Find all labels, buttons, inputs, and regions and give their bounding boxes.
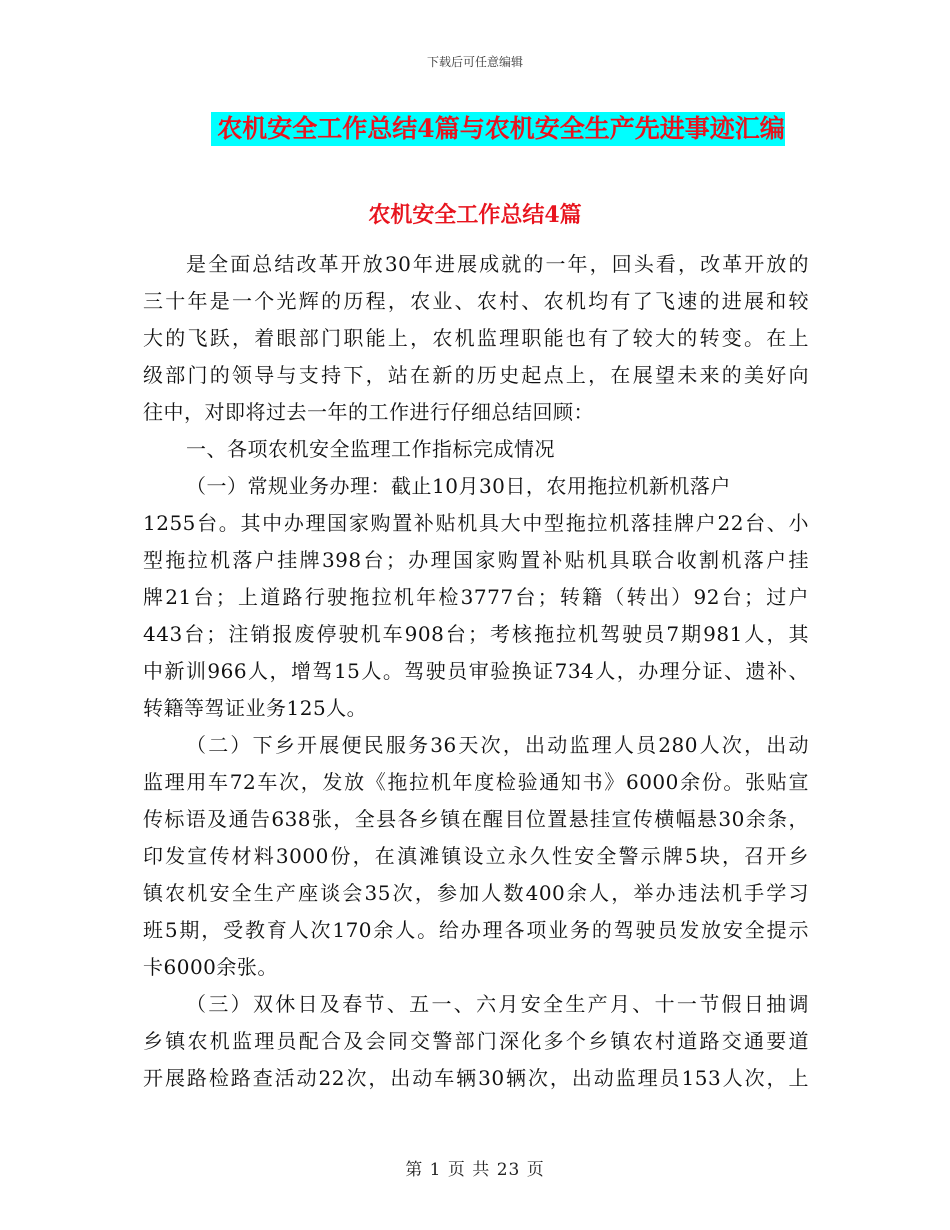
document-title-container xyxy=(0,112,950,146)
paragraph-line: 监理用车72车次，发放《拖拉机年度检验通知书》6000余份。张贴宣 xyxy=(143,770,809,794)
paragraph-line: 传标语及通告638张，全县各乡镇在醒目位置悬挂宣传横幅悬30余条， xyxy=(143,807,809,831)
paragraph-line: 乡镇农机监理员配合及会同交警部门深化多个乡镇农村道路交通要道 xyxy=(143,1029,809,1053)
paragraph-item-2 xyxy=(143,727,809,986)
paragraph-section-heading xyxy=(143,431,809,468)
paragraph-line: 级部门的领导与支持下，站在新的历史起点上，在展望未来的美好向 xyxy=(143,363,809,387)
document-body xyxy=(143,246,809,1097)
paragraph-line: （二）下乡开展便民服务36天次，出动监理人员280人次，出动 xyxy=(186,733,809,757)
paragraph-line: 转籍等驾证业务125人。 xyxy=(143,696,368,720)
paragraph-line: 1255台。其中办理国家购置补贴机具大中型拖拉机落挂牌户22台、小 xyxy=(143,511,809,535)
paragraph-line: 镇农机安全生产座谈会35次，参加人数400余人，举办违法机手学习 xyxy=(143,881,809,905)
paragraph-line: 大的飞跃，着眼部门职能上，农机监理职能也有了较大的转变。在上 xyxy=(143,326,809,350)
paragraph-line: 中新训966人，增驾15人。驾驶员审验换证734人，办理分证、遗补、 xyxy=(143,659,809,683)
paragraph-line: 开展路检路查活动22次，出动车辆30辆次，出动监理员153人次，上 xyxy=(143,1066,809,1090)
page-number-footer: 第 1 页 共 23 页 xyxy=(405,1160,545,1180)
paragraph-line: 印发宣传材料3000份，在滇滩镇设立永久性安全警示牌5块，召开乡 xyxy=(143,844,809,868)
paragraph-line: 是全面总结改革开放30年进展成就的一年，回头看，改革开放的 xyxy=(186,252,809,276)
paragraph-intro xyxy=(143,246,809,431)
paragraph-line: 牌21台；上道路行驶拖拉机年检3777台；转籍（转出）92台；过户 xyxy=(143,585,809,609)
paragraph-line: 往中，对即将过去一年的工作进行仔细总结回顾： xyxy=(143,400,594,424)
paragraph-line: 443台；注销报废停驶机车908台；考核拖拉机驾驶员7期981人，其 xyxy=(143,622,809,646)
paragraph-line: 卡6000余张。 xyxy=(143,955,278,979)
paragraph-item-1 xyxy=(143,468,809,727)
paragraph-line: （一）常规业务办理：截止10月30日，农用拖拉机新机落户 xyxy=(186,474,731,498)
document-title: 农机安全工作总结4篇与农机安全生产先进事迹汇编 xyxy=(211,112,784,146)
paragraph-line: （三）双休日及春节、五一、六月安全生产月、十一节假日抽调 xyxy=(186,992,809,1016)
section-title: 农机安全工作总结4篇 xyxy=(368,202,582,228)
paragraph-line: 型拖拉机落户挂牌398台；办理国家购置补贴机具联合收割机落户挂 xyxy=(143,548,809,572)
paragraph-line: 三十年是一个光辉的历程，农业、农村、农机均有了飞速的进展和较 xyxy=(143,289,809,313)
section-heading: 一、各项农机安全监理工作指标完成情况 xyxy=(186,437,555,461)
paragraph-line: 班5期，受教育人次170余人。给办理各项业务的驾驶员发放安全提示 xyxy=(143,918,809,942)
paragraph-item-3 xyxy=(143,986,809,1097)
page-header-note: 下载后可任意编辑 xyxy=(426,55,523,69)
